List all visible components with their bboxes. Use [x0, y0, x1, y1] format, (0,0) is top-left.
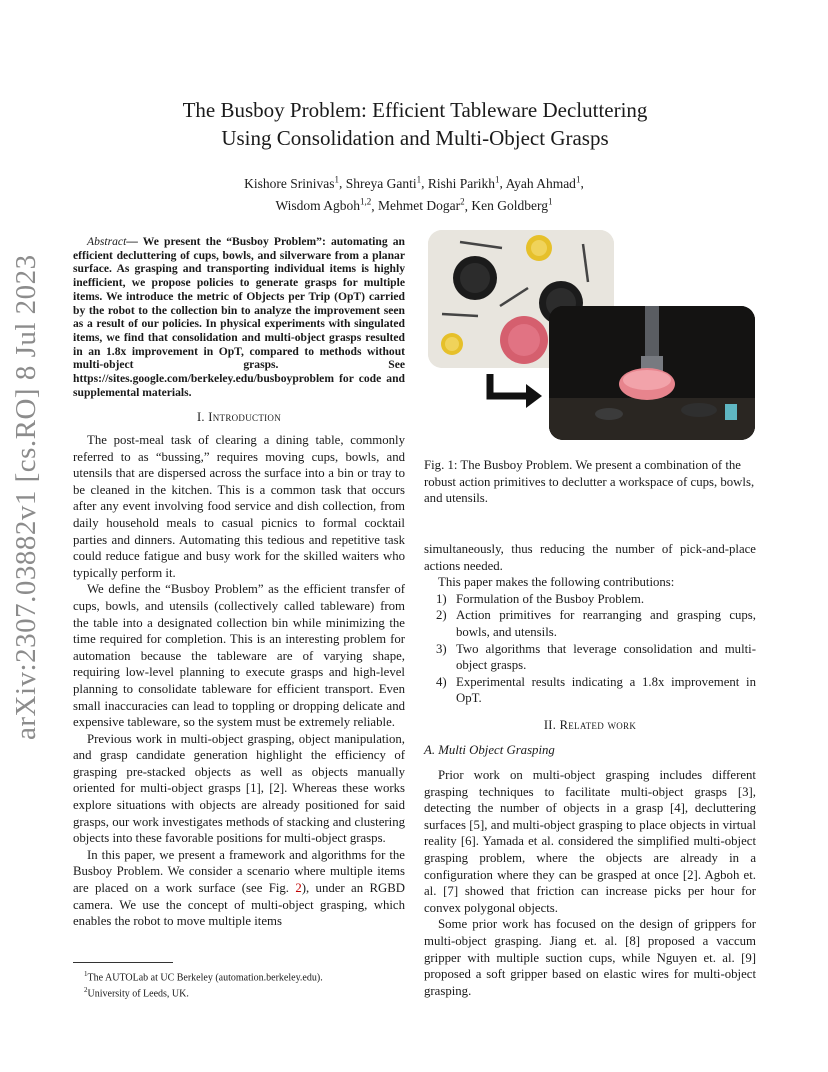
- abstract-label: Abstract: [87, 235, 127, 248]
- figure-link[interactable]: 2: [295, 881, 302, 896]
- figure-caption: Fig. 1: The Busboy Problem. We present a combination of the robust action primitives to declutter a workspace of cups, bowls, and utensils.: [424, 458, 755, 506]
- footnote-rule: [73, 962, 173, 963]
- footnotes: [84, 968, 404, 1001]
- robot-photo: [549, 306, 755, 440]
- footnote-1: $^1$The AUTOLab at UC Berkeley (automation.berkeley.edu).: [84, 970, 323, 984]
- list-item: 1) Formulation of the Busboy Problem.: [436, 591, 645, 606]
- section-heading-introduction: I. Introduction: [196, 410, 282, 424]
- author: Ayah Ahmad$^1$: [505, 174, 581, 191]
- paragraph: In this paper, we present a framework and algorithms for the Busboy Problem. We consider a scenario where multiple items are placed on a work surface (see Fig. 2), under an RGBD camera. We use the concept of multi-object grasping, which enables the robot to move multiple items: [73, 847, 406, 929]
- footnote-2: $^2$University of Leeds, UK.: [84, 986, 189, 1000]
- list-item: 3) Two algorithms that leverage consolidation and multi-object grasps.: [436, 641, 756, 673]
- author: Shreya Ganti$^1$: [345, 174, 422, 191]
- author-list: Kishore Srinivas$^1$, Shreya Ganti$^1$, Rishi Parikh$^1$, Ayah Ahmad$^1$, Wisdom Agboh$^{1,2}$, Mehmet Dogar$^2$, Ken Goldberg$^1$: [244, 174, 584, 213]
- paper-title: [120, 96, 710, 152]
- author: Mehmet Dogar$^2$: [378, 196, 465, 213]
- title-line-2: Using Consolidation and Multi-Object Grasps: [221, 126, 609, 150]
- paragraph: simultaneously, thus reducing the number of pick-and-place actions needed.: [424, 542, 756, 573]
- subsection-heading: A. Multi Object Grasping: [424, 743, 555, 757]
- author: Kishore Srinivas$^1$: [244, 174, 340, 191]
- list-item: 4) Experimental results indicating a 1.8x improvement in OpT.: [436, 674, 756, 706]
- author: Wisdom Agboh$^{1,2}$: [275, 196, 372, 213]
- paragraph: This paper makes the following contributions:: [438, 575, 675, 590]
- paragraph: Previous work in multi-object grasping, object manipulation, and grasp candidate generation highlight the efficiency of grasping pre-stacked objects as well as objects manually oriented for multi-object grasps [1], [2]. Whereas these works explore situations with objects are already positioned for said grasps, our work investigates methods of stacking and clustering objects into these favorable positions for multi-object grasps.: [73, 731, 405, 846]
- figure-1: [428, 230, 755, 440]
- arrow-icon: [484, 372, 544, 414]
- right-column-body: [424, 541, 756, 707]
- paragraph: We define the “Busboy Problem” as the efficient transfer of cups, bowls, and utensils (collectively called tableware) from the table into a designated collection bin while minimizing the time required for completion. This is an interesting problem for automation because the tableware are of varying shape, requiring low-level planning to execute grasps and high-level planning to consolidate tableware for efficient transport. Even small inaccuracies can lead to toppling or dropping delicate and expensive tableware, so the system must be extremely reliable.: [73, 582, 405, 730]
- list-item: 2) Action primitives for rearranging and grasping cups, bowls, and utensils.: [436, 608, 756, 639]
- section-heading-related-work: II. Related work: [543, 718, 637, 732]
- arxiv-stamp: arXiv:2307.03882v1 [cs.RO] 8 Jul 2023: [10, 254, 42, 740]
- author: Rishi Parikh$^1$: [427, 174, 500, 191]
- paragraph: Prior work on multi-object grasping includes different grasping techniques to facilitate multi-object grasps [3], detecting the number of objects in a grasp [4], decluttering surfaces [5], and multi-object grasping to place objects in virtual reality [6]. Yamada et al. considered the simplified multi-object grasping problem, where the objects are already in a configuration where they can be grasped at once [2]. Agboh et. al. [7] showed that friction can increase picks per hour for convex polygonal objects.: [424, 768, 756, 915]
- related-work-body: [424, 767, 756, 999]
- author: Ken Goldberg$^1$: [471, 196, 553, 213]
- paragraph: The post-meal task of clearing a dining table, commonly referred to as “bussing,” requires moving cups, bowls, and utensils that are dispersed across the surface into a bin or tray to be cleaned in the kitchen. This is a common task that occurs after any event involving food service and dish collection, from daily household meals to casual picnics to formal cocktail parties and dinners. Automating this tedious and repetitive task could reduce fatigue and busy work for the skilled waiters who typically perform it.: [73, 433, 405, 580]
- paragraph: Some prior work has focused on the design of grippers for multi-object grasping. Jiang et. al. [8] proposed a vaccum gripper with multiple suction cups, while Nguyen et. al. [9] proposed a soft gripper based on elastic wires for multi-object grasping.: [424, 917, 756, 998]
- contributions-list: [424, 591, 756, 707]
- abstract: [73, 235, 405, 399]
- introduction-body: [73, 432, 405, 930]
- title-line-1: The Busboy Problem: Efficient Tableware Decluttering: [182, 98, 648, 122]
- abstract-text: — We present the “Busboy Problem”: automating an efficient decluttering of cups, bowls, and silverware from a planar surface. As grasping and transporting individual items is highly inefficient, we propose policies to generate grasps for multiple items. We introduce the metric of Objects per Trip (OpT) carried by the robot to the collection bin to analyze the improvement seen as a result of our policies. In physical experiments with singulated items, we find that consolidation and multi-object grasps resulted in an 1.8x improvement in OpT, compared to methods without multi-object grasps. See https://sites.google.com/berkeley.edu/busboyproblem for code and supplemental materials.: [73, 235, 405, 399]
